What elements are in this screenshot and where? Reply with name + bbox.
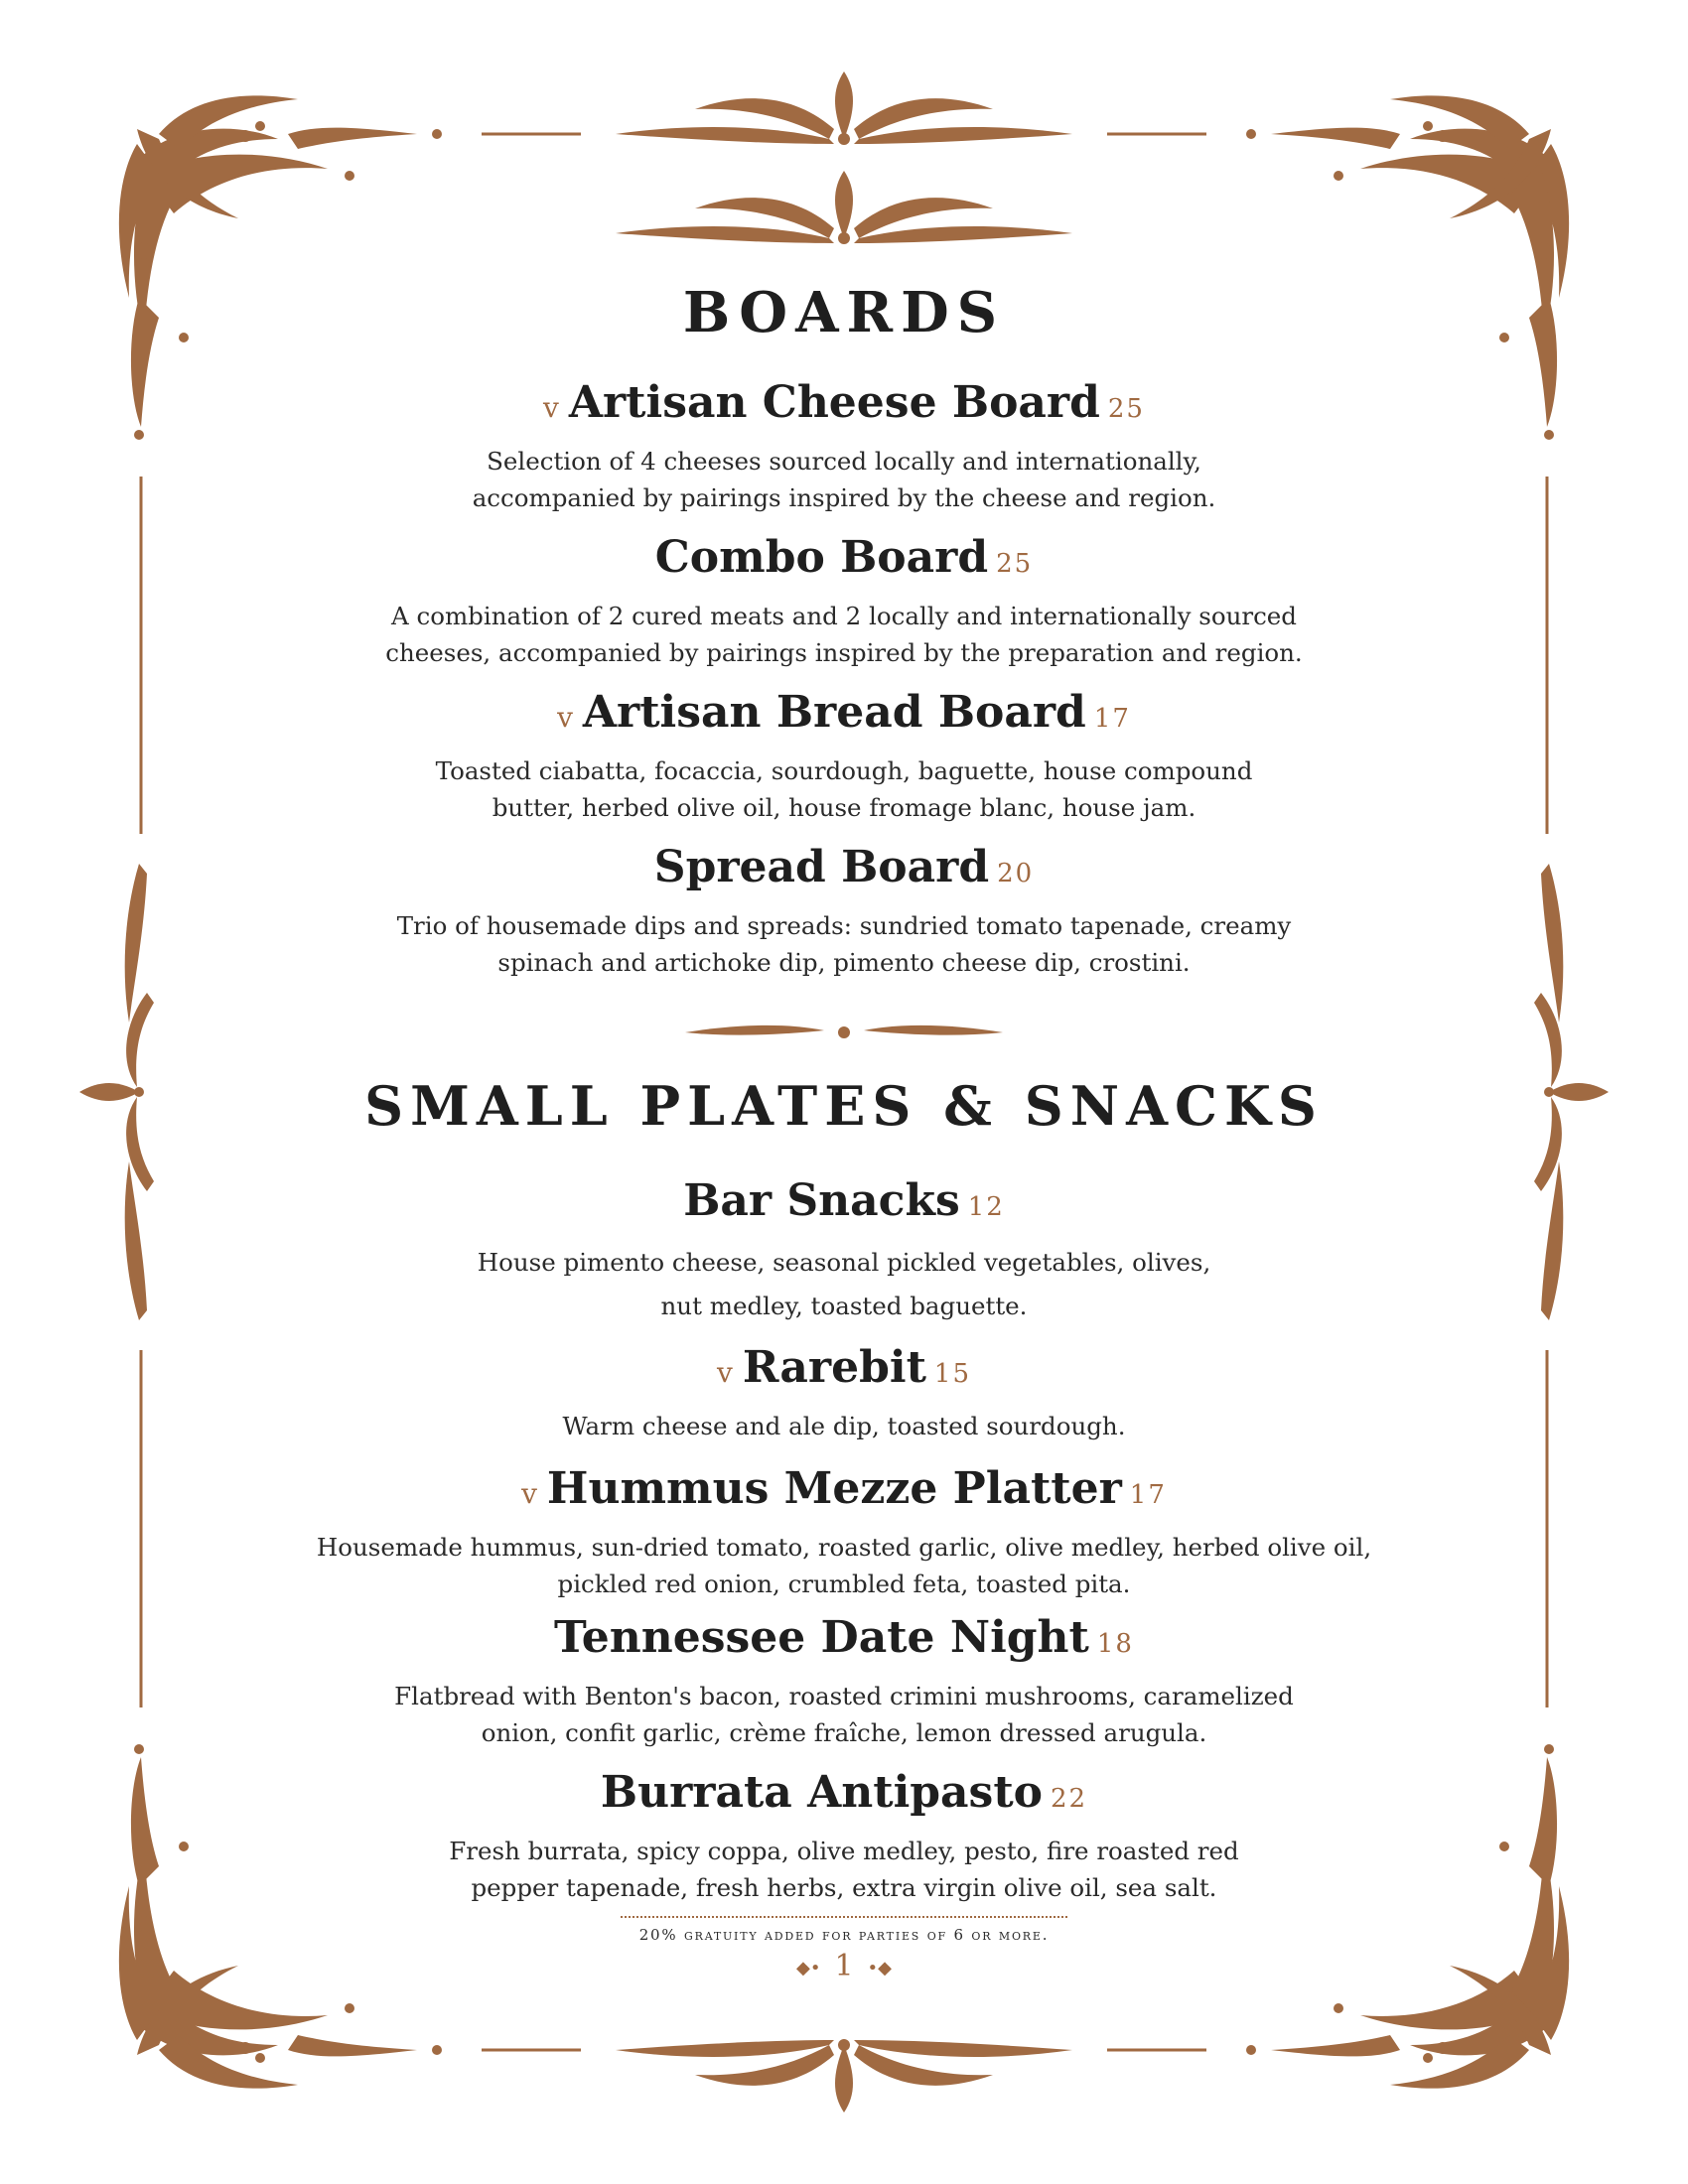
item-description: Toasted ciabatta, focaccia, sourdough, baguette, house compound butter, herbed olive oil, house fromage blanc, house jam. bbox=[435, 756, 1253, 822]
item-name: Artisan Bread Board bbox=[582, 687, 1086, 738]
dotted-divider bbox=[621, 1916, 1067, 1918]
item-heading bbox=[298, 1765, 1390, 1827]
item-description: Selection of 4 cheeses sourced locally and internationally, accompanied by pairings inspired by the cheese and region. bbox=[472, 447, 1216, 512]
item-price: 17 bbox=[1093, 704, 1131, 734]
vegetarian-mark: v bbox=[717, 1356, 733, 1389]
item-heading bbox=[298, 1173, 1390, 1235]
item-name: Bar Snacks bbox=[683, 1175, 960, 1226]
item-price: 22 bbox=[1051, 1784, 1088, 1814]
menu-item bbox=[298, 530, 1390, 671]
item-heading bbox=[298, 685, 1390, 747]
item-name: Spread Board bbox=[653, 842, 990, 892]
item-description: Flatbread with Benton's bacon, roasted crimini mushrooms, caramelized onion, confit garlic, crème fraîche, lemon dressed arugula. bbox=[394, 1682, 1294, 1747]
menu-item bbox=[298, 685, 1390, 826]
item-heading bbox=[298, 375, 1390, 437]
menu-item bbox=[298, 1173, 1390, 1328]
item-heading bbox=[298, 1461, 1390, 1523]
diamond-ornament-icon: ◆• bbox=[795, 1957, 821, 1979]
item-name: Combo Board bbox=[654, 532, 989, 583]
item-price: 17 bbox=[1129, 1480, 1167, 1510]
item-price: 12 bbox=[967, 1192, 1005, 1222]
page-number bbox=[298, 1949, 1390, 1983]
menu-content bbox=[298, 0, 1390, 2184]
menu-item bbox=[298, 375, 1390, 516]
menu-item bbox=[298, 1340, 1390, 1444]
item-name: Hummus Mezze Platter bbox=[546, 1463, 1122, 1514]
item-heading bbox=[298, 1610, 1390, 1672]
menu-item bbox=[298, 1461, 1390, 1602]
item-price: 20 bbox=[997, 859, 1035, 888]
item-heading bbox=[298, 1340, 1390, 1402]
item-name: Rarebit bbox=[742, 1342, 926, 1393]
item-price: 25 bbox=[996, 549, 1034, 579]
section-title-boards: BOARDS bbox=[682, 280, 1006, 345]
item-price: 15 bbox=[933, 1359, 971, 1389]
page-number-value: 1 bbox=[834, 1949, 854, 1983]
item-price: 18 bbox=[1096, 1629, 1134, 1659]
menu-item bbox=[298, 840, 1390, 981]
item-heading bbox=[298, 840, 1390, 901]
diamond-ornament-icon: •◆ bbox=[867, 1957, 893, 1979]
item-name: Artisan Cheese Board bbox=[568, 377, 1100, 428]
item-description: A combination of 2 cured meats and 2 locally and internationally sourced cheeses, accompanied by pairings inspired by the preparation and region. bbox=[385, 602, 1303, 667]
item-description: House pimento cheese, seasonal pickled vegetables, olives, nut medley, toasted baguette. bbox=[477, 1248, 1211, 1320]
item-description: Warm cheese and ale dip, toasted sourdough. bbox=[562, 1412, 1126, 1440]
section-title-small-plates: SMALL PLATES & SNACKS bbox=[364, 1074, 1324, 1138]
menu-item bbox=[298, 1765, 1390, 1906]
item-description: Trio of housemade dips and spreads: sundried tomato tapenade, creamy spinach and artichoke dip, pimento cheese dip, crostini. bbox=[396, 911, 1292, 977]
vegetarian-mark: v bbox=[557, 701, 573, 734]
item-description: Fresh burrata, spicy coppa, olive medley, pesto, fire roasted red pepper tapenade, fresh herbs, extra virgin olive oil, sea salt. bbox=[449, 1837, 1239, 1902]
gratuity-note: 20% gratuity added for parties of 6 or more. bbox=[638, 1926, 1050, 1944]
vegetarian-mark: v bbox=[543, 391, 559, 424]
item-name: Burrata Antipasto bbox=[600, 1767, 1043, 1818]
vegetarian-mark: v bbox=[521, 1477, 537, 1510]
menu-item bbox=[298, 1610, 1390, 1751]
item-heading bbox=[298, 530, 1390, 592]
item-description: Housemade hummus, sun-dried tomato, roasted garlic, olive medley, herbed olive oil, pickled red onion, crumbled feta, toasted pita. bbox=[316, 1533, 1372, 1598]
item-name: Tennessee Date Night bbox=[554, 1612, 1089, 1663]
item-price: 25 bbox=[1107, 394, 1145, 424]
